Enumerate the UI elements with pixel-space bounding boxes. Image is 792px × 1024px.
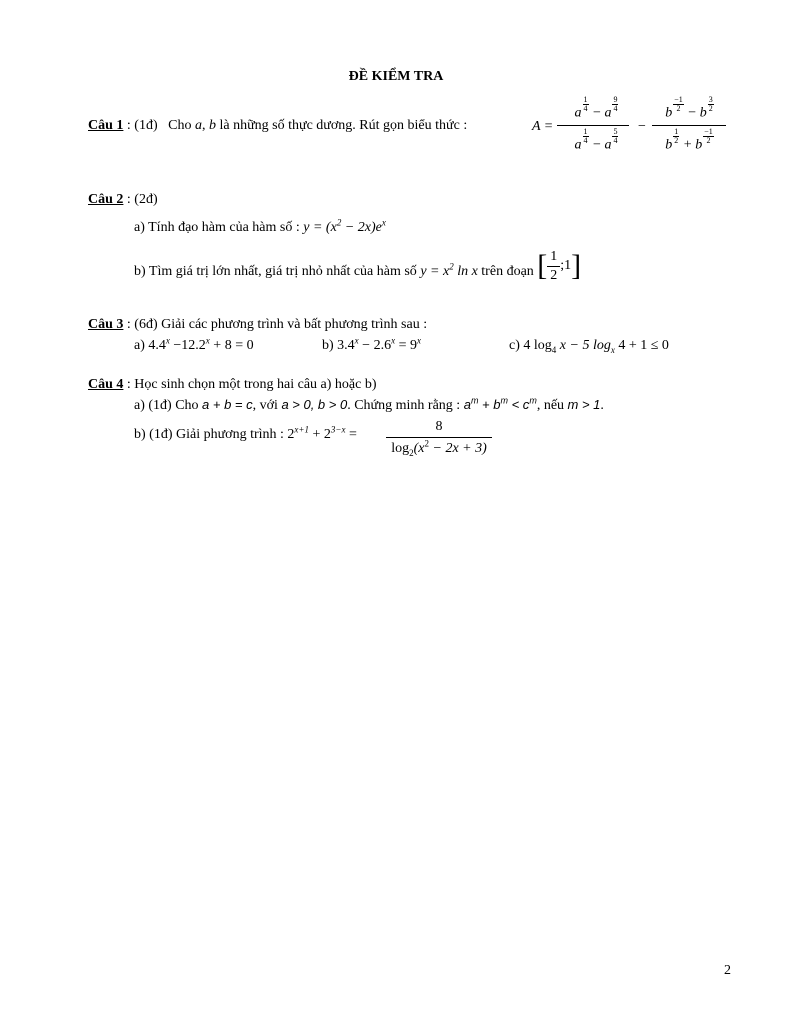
question-3a-expr: $4.4^x -12.2^x + 8 = 0$	[148, 335, 254, 353]
exponent: $\frac{9}{4}$	[613, 95, 618, 113]
comma: ,	[201, 118, 206, 133]
question-2-points: : (2đ)	[126, 192, 158, 207]
operator: −	[593, 137, 601, 153]
question-4b-fraction	[386, 420, 492, 456]
exponent: $\frac{1}{4}$	[583, 95, 588, 113]
operator-minus: −	[638, 119, 646, 134]
question-3c	[509, 339, 669, 353]
question-3-label: Câu 3	[88, 317, 124, 332]
question-2-label: Câu 2	[88, 192, 124, 207]
question-4a-text2: , với	[252, 398, 278, 413]
question-3-line	[88, 318, 427, 332]
question-1-line	[88, 119, 467, 133]
base: a	[604, 105, 612, 121]
question-4a-text5: .	[600, 398, 604, 413]
question-4b	[134, 424, 357, 442]
exponent: $\frac{1}{4}$	[583, 127, 588, 145]
page-title: ĐỀ KIỂM TRA	[348, 69, 444, 84]
question-3b-expr: $3.4^x - 2.6^x = 9^x$	[337, 335, 421, 353]
question-3c-expr: 4 $\log_4 x - 5$ $\log_x 4 + 1 \le 0$	[523, 338, 669, 355]
exponent: $\frac{5}{4}$	[613, 127, 618, 145]
question-4a-expr1: a + b = c	[202, 397, 253, 412]
fraction-1-denominator	[557, 128, 637, 153]
question-4a-expr4: m > 1	[567, 397, 601, 412]
question-1-text-after: là những số thực dương. Rút gọn biểu thức :	[219, 118, 468, 133]
fraction-1	[557, 96, 637, 156]
operator: −	[593, 105, 601, 121]
right-bracket: ]	[571, 249, 582, 282]
question-3-points: : (6đ) Giải các phương trình và bất phương trình sau :	[126, 317, 428, 332]
question-4a-text4: , nếu	[536, 398, 565, 413]
base: b	[665, 105, 673, 121]
question-4a-expr2: a > 0, b > 0	[281, 397, 348, 412]
question-2b-text2: trên đoạn	[481, 264, 534, 280]
fraction-bar	[652, 125, 726, 126]
question-3b-label: b)	[322, 338, 334, 353]
question-4a-text3: . Chứng minh rằng :	[347, 398, 461, 413]
interval-end: ;1	[560, 258, 572, 274]
base: b	[665, 137, 673, 153]
question-3a	[134, 335, 254, 353]
fraction-denominator: $\log_2(x^2 - 2x + 3)$	[391, 438, 487, 458]
operator: −	[688, 105, 697, 121]
operator: +	[683, 137, 692, 153]
base: b	[699, 105, 707, 121]
exponent: $\frac{-1}{2}$	[674, 95, 683, 113]
question-2a	[134, 217, 386, 235]
question-4-label: Câu 4	[88, 377, 124, 392]
question-2a-expr: $y = (x^2 - 2x)e^x$	[303, 217, 386, 235]
question-4a	[134, 395, 604, 413]
interval-fraction: $\frac{1}{2}$	[547, 248, 560, 284]
page-number: 2	[724, 963, 731, 978]
question-4-points: : Học sinh chọn một trong hai câu a) hoặc b)	[126, 377, 377, 392]
question-3b	[322, 335, 421, 353]
question-3a-label: a)	[134, 338, 145, 353]
question-4a-text1: a) (1đ) Cho	[134, 398, 199, 413]
base: a	[604, 137, 612, 153]
question-1-points: : (1đ)	[126, 118, 158, 133]
question-1-label: Câu 1	[88, 118, 124, 133]
question-4-line	[88, 378, 377, 392]
expr-lhs: A =	[532, 119, 554, 134]
question-2b-text: b) Tìm giá trị lớn nhất, giá trị nhỏ nhất của hàm số	[134, 264, 417, 280]
fraction-2-denominator	[650, 128, 730, 153]
interval	[537, 248, 581, 284]
var-a: a	[194, 118, 202, 133]
base: a	[574, 137, 582, 153]
question-4b-lhs: $2^{x+1} + 2^{3-x}$ =	[287, 424, 357, 442]
fraction-2	[650, 96, 730, 156]
question-4a-expr3: $a^m + b^m < c^m$	[463, 395, 537, 412]
exponent: $\frac{3}{2}$	[708, 95, 713, 113]
question-2a-text: a) Tính đạo hàm của hàm số :	[134, 220, 300, 235]
fraction-bar	[557, 125, 629, 126]
base: b	[695, 137, 703, 153]
question-2b-expr: $y = x^2$ ln x	[420, 261, 478, 280]
question-3c-label: c)	[509, 338, 520, 353]
base: a	[574, 105, 582, 121]
fraction-numerator: 8	[386, 420, 492, 438]
question-2b	[134, 249, 582, 290]
exponent: $\frac{-1}{2}$	[704, 127, 713, 145]
fraction-1-numerator	[557, 96, 637, 121]
var-b: b	[208, 118, 216, 133]
exponent: $\frac{1}{2}$	[674, 127, 679, 145]
question-4b-text: b) (1đ) Giải phương trình :	[134, 427, 284, 442]
question-2-line	[88, 193, 158, 207]
question-1-text-before: Cho	[168, 118, 192, 133]
fraction-2-numerator	[650, 96, 730, 121]
left-bracket: [	[537, 249, 548, 282]
